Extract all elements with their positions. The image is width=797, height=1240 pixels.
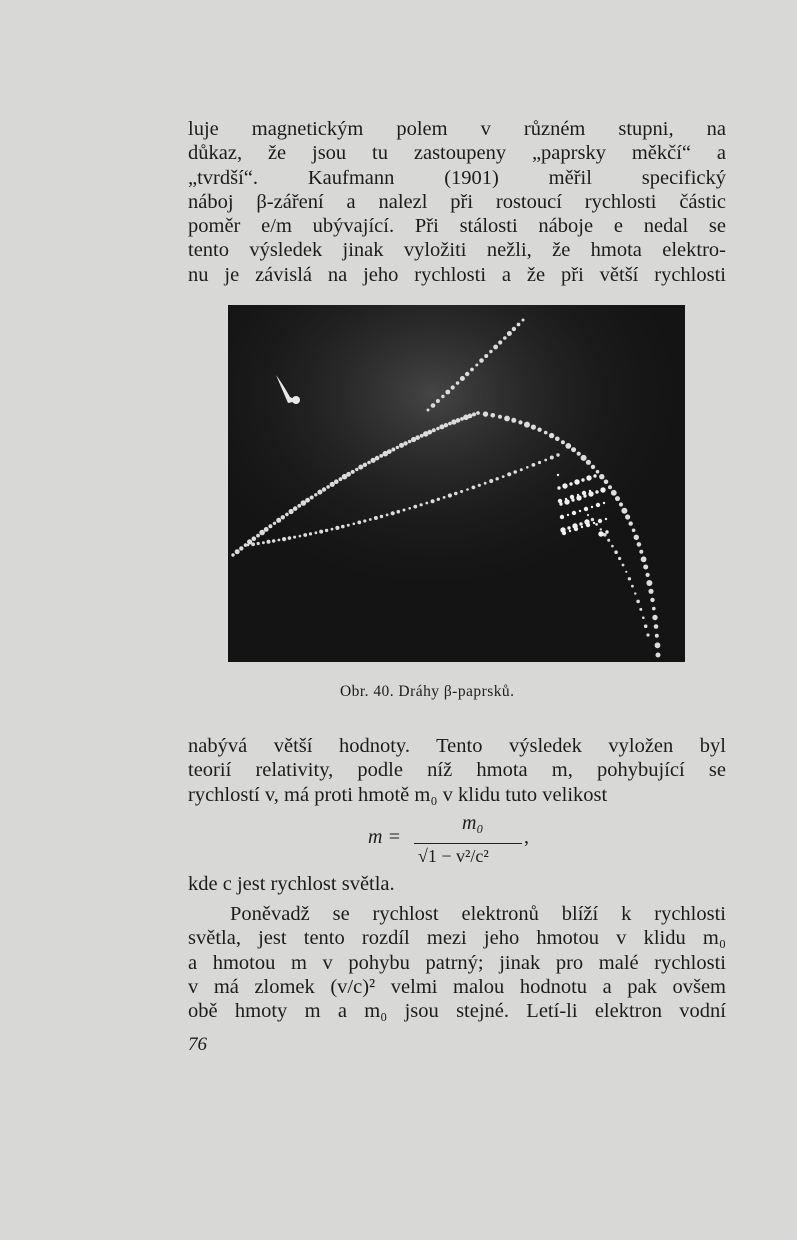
track-dot bbox=[252, 536, 257, 541]
track-dot bbox=[369, 518, 372, 521]
text-line: obě hmoty m a m₀ jsou stejné. Letí-li elektron vodní bbox=[188, 1000, 726, 1023]
track-dot bbox=[622, 564, 625, 567]
cluster-dot bbox=[560, 527, 565, 532]
track-dot bbox=[427, 430, 432, 435]
track-dot bbox=[518, 420, 522, 424]
track-dot bbox=[425, 502, 428, 505]
track-dot bbox=[456, 418, 461, 423]
track-dot bbox=[493, 345, 498, 350]
track-dot bbox=[599, 474, 604, 479]
cluster-dot bbox=[574, 479, 579, 484]
cluster-dot bbox=[557, 486, 560, 489]
track-dot bbox=[484, 482, 487, 485]
track-dot bbox=[644, 624, 648, 628]
text-line: náboj β-záření a nalezl při rostoucí rychlosti částic bbox=[188, 190, 726, 213]
track-dot bbox=[347, 524, 350, 527]
cluster-dot bbox=[579, 510, 581, 512]
cluster-dot bbox=[596, 503, 600, 507]
track-dot bbox=[619, 502, 623, 506]
track-dot bbox=[466, 488, 469, 491]
track-dot bbox=[281, 515, 285, 519]
cluster-dot bbox=[595, 490, 598, 493]
track-dot bbox=[408, 507, 411, 510]
track-dot bbox=[472, 412, 476, 416]
track-dot bbox=[437, 498, 440, 501]
track-dot bbox=[309, 532, 312, 535]
track-dot bbox=[650, 598, 654, 602]
track-dot bbox=[475, 364, 478, 367]
track-dot bbox=[427, 409, 430, 412]
track-dot bbox=[460, 490, 463, 493]
track-dot bbox=[489, 350, 492, 353]
track-dot bbox=[267, 540, 271, 544]
text-line: v má zlomek (v/c)² velmi malou hodnotu a pak ovšem bbox=[188, 975, 726, 998]
cluster-dot bbox=[605, 518, 607, 520]
track-dot bbox=[454, 492, 458, 496]
track-dot bbox=[538, 461, 541, 464]
text-line: luje magnetickým polem v různém stupni, na bbox=[188, 118, 726, 140]
track-dot bbox=[587, 514, 589, 516]
track-dot bbox=[386, 514, 389, 517]
cluster-dot bbox=[577, 494, 579, 496]
formula-numerator: m₀ bbox=[462, 812, 484, 834]
cluster-dot bbox=[589, 490, 591, 492]
track-dot bbox=[652, 607, 656, 611]
formula-lhs: m = bbox=[368, 826, 401, 848]
track-dot bbox=[415, 435, 420, 440]
track-dot bbox=[631, 585, 634, 588]
track-dot bbox=[512, 327, 516, 331]
track-dot bbox=[604, 480, 609, 485]
track-dot bbox=[595, 523, 598, 526]
track-dot bbox=[641, 556, 647, 562]
track-dot bbox=[460, 376, 465, 381]
cluster-dot bbox=[598, 531, 603, 536]
track-dot bbox=[526, 466, 529, 469]
track-dot bbox=[325, 529, 328, 532]
track-dot bbox=[420, 434, 424, 438]
track-dot bbox=[524, 422, 530, 428]
track-dot bbox=[379, 454, 383, 458]
track-dot bbox=[259, 530, 265, 536]
track-dot bbox=[625, 514, 630, 519]
track-dot bbox=[556, 453, 559, 456]
cluster-dot bbox=[562, 483, 567, 488]
paragraph-speed-of-light bbox=[188, 872, 726, 896]
track-dot bbox=[629, 521, 633, 525]
track-dot bbox=[549, 433, 554, 438]
track-dot bbox=[285, 513, 289, 517]
track-dot bbox=[257, 542, 260, 545]
track-dot bbox=[314, 493, 317, 496]
track-dot bbox=[451, 385, 455, 389]
track-dot bbox=[231, 553, 234, 556]
track-dot bbox=[565, 443, 571, 449]
formula-denominator: √1 − v²/c² bbox=[418, 846, 489, 866]
cluster-dot bbox=[605, 530, 608, 533]
track-dot bbox=[288, 536, 292, 540]
text-line: a hmotou m v pohybu patrný; jinak pro malé rychlosti bbox=[188, 951, 726, 974]
track-dot bbox=[251, 542, 255, 546]
track-dot bbox=[339, 477, 343, 481]
track-dot bbox=[611, 545, 614, 548]
track-dot bbox=[507, 472, 511, 476]
track-dot bbox=[448, 493, 452, 497]
track-dot bbox=[484, 354, 488, 358]
track-dot bbox=[358, 465, 363, 470]
track-dot bbox=[596, 470, 600, 474]
track-dot bbox=[303, 533, 307, 537]
track-dot bbox=[646, 573, 650, 577]
track-dot bbox=[648, 589, 653, 594]
track-dot bbox=[637, 542, 642, 547]
track-dot bbox=[357, 521, 361, 525]
cluster-dot bbox=[581, 526, 583, 528]
track-dot bbox=[646, 580, 652, 586]
track-dot bbox=[346, 472, 351, 477]
track-dot bbox=[408, 440, 412, 444]
track-dot bbox=[397, 510, 401, 514]
track-dot bbox=[532, 463, 536, 467]
track-dot bbox=[531, 425, 536, 430]
cluster-dot bbox=[570, 495, 574, 499]
track-dot bbox=[310, 496, 314, 500]
cluster-dot bbox=[569, 530, 571, 532]
track-dot bbox=[439, 424, 444, 429]
track-dot bbox=[289, 509, 294, 514]
track-dot bbox=[331, 528, 334, 531]
track-dot bbox=[247, 544, 250, 547]
track-dot bbox=[315, 531, 318, 534]
cluster-dot bbox=[572, 511, 576, 515]
track-dot bbox=[561, 440, 565, 444]
text-line: důkaz, že jsou tu zastoupeny „paprsky měkčí“ a bbox=[188, 142, 726, 165]
page-number: 76 bbox=[188, 1034, 207, 1055]
track-dot bbox=[335, 526, 339, 530]
track-dot bbox=[654, 624, 659, 629]
track-dot bbox=[305, 498, 310, 503]
track-dot bbox=[504, 416, 510, 422]
text-line: teorií relativity, podle níž hmota m, pohybující se bbox=[188, 759, 726, 782]
track-dot bbox=[272, 539, 275, 542]
track-dot bbox=[555, 437, 560, 442]
track-dot bbox=[586, 460, 591, 465]
track-dot bbox=[319, 530, 323, 534]
cluster-dot bbox=[567, 526, 570, 529]
track-dot bbox=[483, 411, 488, 416]
cluster-dot bbox=[591, 506, 593, 508]
track-dot bbox=[278, 539, 281, 542]
cluster-dot bbox=[603, 502, 605, 504]
track-dot bbox=[293, 506, 298, 511]
cluster-dot bbox=[588, 491, 593, 496]
track-dot bbox=[470, 368, 474, 372]
cluster-dot bbox=[576, 495, 581, 500]
track-dot bbox=[537, 428, 541, 432]
track-dot bbox=[256, 534, 260, 538]
track-dot bbox=[235, 549, 240, 554]
track-dot bbox=[444, 423, 448, 427]
track-dot bbox=[396, 446, 399, 449]
cluster-dot bbox=[582, 491, 586, 495]
mass-formula bbox=[368, 812, 538, 868]
track-dot bbox=[639, 608, 642, 611]
track-dot bbox=[646, 633, 649, 636]
cluster-dot bbox=[564, 499, 569, 504]
paragraph-kaufmann bbox=[188, 117, 726, 287]
track-dot bbox=[282, 537, 286, 541]
track-dot bbox=[643, 565, 648, 570]
track-dot bbox=[507, 331, 512, 336]
cluster-dot bbox=[600, 487, 605, 492]
track-dot bbox=[391, 511, 395, 515]
track-dot bbox=[628, 577, 631, 580]
track-dot bbox=[420, 503, 423, 506]
track-dot bbox=[611, 490, 617, 496]
track-dot bbox=[636, 600, 640, 604]
track-dot bbox=[273, 522, 276, 525]
track-dot bbox=[581, 455, 587, 461]
cluster-dot bbox=[584, 507, 588, 511]
track-dot bbox=[632, 529, 636, 533]
track-dot bbox=[262, 541, 265, 544]
track-dot bbox=[577, 452, 581, 456]
track-dot bbox=[639, 550, 643, 554]
paragraph-electron-speed bbox=[188, 902, 726, 1023]
track-dot bbox=[363, 463, 367, 467]
track-dot bbox=[431, 499, 435, 503]
figure-caption: Obr. 40. Dráhy β-paprsků. bbox=[340, 683, 515, 700]
track-dot bbox=[465, 372, 469, 376]
track-dot bbox=[276, 518, 281, 523]
track-dot bbox=[544, 431, 548, 435]
track-dot bbox=[403, 509, 406, 512]
track-dot bbox=[445, 390, 450, 395]
text-line: nu je závislá na jeho rychlosti a že při větší rychlosti bbox=[188, 263, 726, 286]
track-dot bbox=[503, 336, 507, 340]
cluster-dot bbox=[593, 522, 595, 524]
track-dot bbox=[443, 496, 446, 499]
track-dot bbox=[652, 615, 657, 620]
track-dot bbox=[517, 323, 521, 327]
track-dot bbox=[299, 535, 302, 538]
track-dot bbox=[432, 428, 436, 432]
track-dot bbox=[353, 523, 356, 526]
text-line: světla, jest tento rozdíl mezi jeho hmotou v klidu m₀ bbox=[188, 927, 726, 950]
track-dot bbox=[608, 485, 612, 489]
track-dot bbox=[322, 487, 326, 491]
track-dot bbox=[399, 443, 404, 448]
cluster-dot bbox=[598, 519, 602, 523]
track-dot bbox=[489, 479, 493, 483]
track-dot bbox=[498, 340, 502, 344]
track-dot bbox=[634, 535, 639, 540]
cluster-dot bbox=[560, 515, 564, 519]
track-dot bbox=[367, 461, 371, 465]
cluster-dot bbox=[557, 474, 559, 476]
track-dot bbox=[436, 399, 440, 403]
cluster-dot bbox=[581, 478, 584, 481]
track-dot bbox=[513, 470, 517, 474]
track-dot bbox=[380, 515, 383, 518]
text-line: poměr e/m ubývající. Při stálosti náboje e nedal se bbox=[188, 215, 726, 238]
track-dot bbox=[520, 468, 523, 471]
track-dot bbox=[403, 441, 407, 445]
track-dot bbox=[330, 482, 335, 487]
track-dot bbox=[476, 411, 480, 415]
track-dot bbox=[591, 518, 594, 521]
cluster-dot bbox=[586, 475, 591, 480]
cluster-dot bbox=[579, 522, 582, 525]
text-line: „tvrdší“. Kaufmann (1901) měřil specifický bbox=[188, 166, 726, 189]
track-dot bbox=[634, 592, 636, 594]
track-dot bbox=[496, 477, 499, 480]
track-dot bbox=[544, 459, 547, 462]
track-dot bbox=[498, 415, 502, 419]
track-dot bbox=[264, 527, 269, 532]
track-dot bbox=[625, 571, 627, 573]
track-dot bbox=[642, 616, 645, 619]
track-dot bbox=[413, 505, 417, 509]
track-dot bbox=[387, 449, 392, 454]
track-dot bbox=[239, 546, 243, 550]
track-dot bbox=[468, 414, 473, 419]
cluster-dot bbox=[558, 499, 562, 503]
text-line: nabývá větší hodnoty. Tento výsledek vyložen byl bbox=[188, 735, 726, 757]
text-line: tento výsledek jinak vyložiti nežli, že hmota elektro- bbox=[188, 239, 726, 262]
track-dot bbox=[571, 447, 576, 452]
track-dot bbox=[618, 557, 621, 560]
track-dot bbox=[334, 479, 339, 484]
track-dot bbox=[341, 525, 345, 529]
track-dot bbox=[655, 634, 659, 638]
track-dot bbox=[511, 418, 516, 423]
track-dot bbox=[615, 496, 620, 501]
track-dot bbox=[391, 448, 395, 452]
track-dot bbox=[478, 484, 481, 487]
cluster-dot bbox=[572, 523, 577, 528]
track-dot bbox=[491, 413, 496, 418]
track-dot bbox=[297, 504, 301, 508]
track-dot bbox=[431, 403, 436, 408]
track-dot bbox=[550, 456, 554, 460]
text-line: rychlostí v, má proti hmotě m₀ v klidu tuto velikost bbox=[188, 783, 608, 806]
track-dot bbox=[374, 516, 378, 520]
track-dot bbox=[375, 456, 380, 461]
cluster-dot bbox=[584, 519, 589, 524]
text-line: kde c jest rychlost světla. bbox=[188, 873, 395, 895]
track-dot bbox=[436, 427, 439, 430]
beta-ray-tracks-photo bbox=[228, 305, 685, 662]
track-dot bbox=[621, 508, 627, 514]
fraction-bar bbox=[414, 843, 522, 844]
track-dot bbox=[441, 395, 444, 398]
track-dot bbox=[502, 475, 505, 478]
cluster-dot bbox=[567, 514, 569, 516]
paragraph-relativity bbox=[188, 734, 726, 807]
track-dot bbox=[614, 550, 618, 554]
track-dot bbox=[591, 465, 595, 469]
cluster-dot bbox=[565, 498, 567, 500]
track-dot bbox=[351, 470, 355, 474]
cluster-dot bbox=[569, 482, 572, 485]
track-dot bbox=[363, 519, 366, 522]
track-dot bbox=[522, 319, 525, 322]
formula-trailing: , bbox=[524, 826, 529, 848]
track-dot bbox=[600, 528, 602, 530]
track-dot bbox=[268, 524, 272, 528]
track-dot bbox=[293, 536, 296, 539]
track-dot bbox=[655, 642, 661, 648]
track-dot bbox=[355, 468, 358, 471]
track-dot bbox=[326, 485, 330, 489]
track-dot bbox=[607, 539, 610, 542]
track-dot bbox=[456, 381, 460, 385]
track-dot bbox=[317, 490, 322, 495]
track-dot bbox=[656, 653, 661, 658]
cluster-dot bbox=[593, 474, 596, 477]
track-dot bbox=[448, 422, 452, 426]
text-line: Poněvadž se rychlost elektronů blíží k rychlosti bbox=[230, 903, 726, 925]
track-dot bbox=[479, 358, 484, 363]
track-dot bbox=[472, 486, 476, 490]
